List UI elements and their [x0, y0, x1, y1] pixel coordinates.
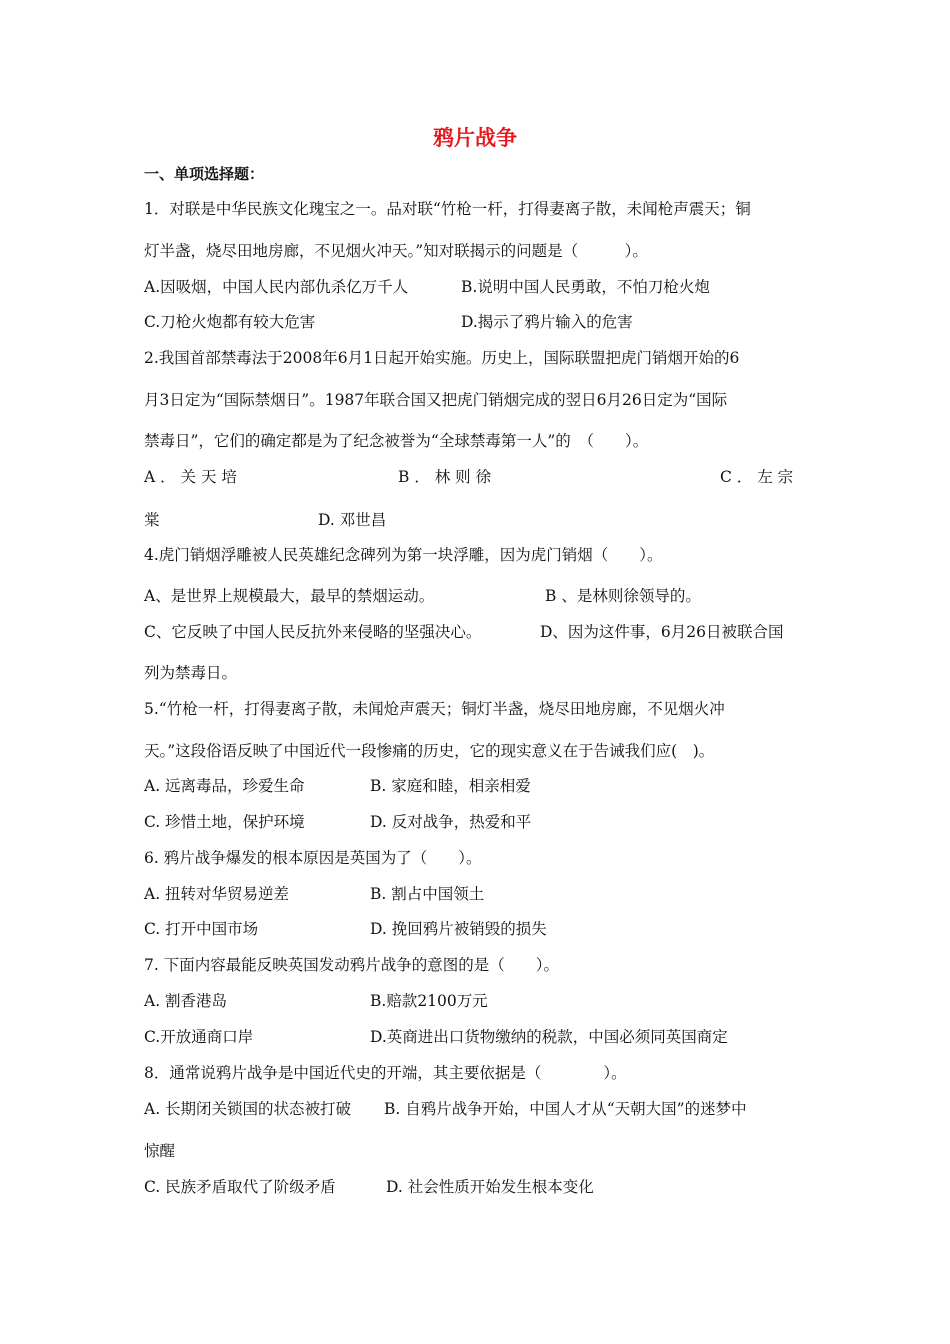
q5-option-d: D. 反对战争，热爱和平: [370, 813, 532, 831]
q1-option-b: B.说明中国人民勇敢，不怕刀枪火炮: [461, 278, 710, 296]
q5-option-b: B. 家庭和睦，相亲相爱: [370, 777, 531, 795]
q1-option-d: D.揭示了鸦片输入的危害: [461, 313, 633, 331]
section-heading: 一、单项选择题：: [144, 165, 265, 183]
q6-option-b: B. 割占中国领土: [370, 885, 485, 903]
q2-stem-line2: 月3日定为“国际禁烟日”。1987年联合国又把虎门销烟完成的翌日6月26日定为“国际: [144, 391, 728, 409]
q7-option-c: C.开放通商口岸: [144, 1028, 254, 1046]
q1-option-a: A.因吸烟，中国人民内部仇杀亿万千人: [144, 278, 409, 296]
q2-option-b: B ． 林 则 徐: [398, 468, 492, 486]
q2-stem-line1: 2.我国首部禁毒法于2008年6月1日起开始实施。历史上，国际联盟把虎门销烟开始的6: [144, 349, 740, 367]
document-title: 鸦片战争: [433, 126, 517, 150]
q7-option-a: A. 割香港岛: [144, 992, 228, 1010]
q2-stem-line3: 禁毒日”，它们的确定都是为了纪念被誉为“全球禁毒第一人”的 （ ）。: [144, 432, 649, 450]
q6-option-c: C. 打开中国市场: [144, 920, 259, 938]
q4-option-d: D、因为这件事，6月26日被联合国: [540, 623, 784, 641]
q2-option-c-cont: 棠: [144, 511, 160, 529]
q4-option-d-cont: 列为禁毒日。: [144, 664, 238, 682]
q1-stem-line1: 1．对联是中华民族文化瑰宝之一。品对联“竹枪一杆，打得妻离子散，未闻枪声震天；铜: [144, 200, 751, 218]
q6-option-d: D. 挽回鸦片被销毁的损失: [370, 920, 547, 938]
q1-stem-line2: 灯半盏，烧尽田地房廊，不见烟火冲天。”知对联揭示的问题是（ ）。: [144, 242, 648, 260]
q2-option-d: D. 邓世昌: [318, 511, 387, 529]
q4-stem: 4.虎门销烟浮雕被人民英雄纪念碑列为第一块浮雕，因为虎门销烟（ ）。: [144, 546, 663, 564]
q8-stem: 8．通常说鸦片战争是中国近代史的开端，其主要依据是（ ）。: [144, 1064, 627, 1082]
q4-option-a: A、是世界上规模最大，最早的禁烟运动。: [144, 587, 435, 605]
q4-option-c: C、它反映了中国人民反抗外来侵略的坚强决心。: [144, 623, 482, 641]
q8-option-d: D. 社会性质开始发生根本变化: [386, 1178, 594, 1196]
q2-option-a: A ． 关 天 培: [144, 468, 237, 486]
q2-option-c: C ． 左 宗: [720, 468, 794, 486]
q5-stem-line2: 天。”这段俗语反映了中国近代一段惨痛的历史，它的现实意义在于告诫我们应( )。: [144, 742, 715, 760]
q1-option-c: C.刀枪火炮都有较大危害: [144, 313, 316, 331]
q8-option-b-cont: 惊醒: [144, 1142, 176, 1160]
q8-option-c: C. 民族矛盾取代了阶级矛盾: [144, 1178, 336, 1196]
q8-option-a: A. 长期闭关锁国的状态被打破: [144, 1100, 352, 1118]
q5-stem-line1: 5.“竹枪一杆，打得妻离子散，未闻炝声震天；铜灯半盏，烧尽田地房廊，不见烟火冲: [144, 700, 725, 718]
q8-option-b: B. 自鸦片战争开始，中国人才从“天朝大国”的迷梦中: [384, 1100, 747, 1118]
q6-option-a: A. 扭转对华贸易逆差: [144, 885, 290, 903]
q7-stem: 7. 下面内容最能反映英国发动鸦片战争的意图的是（ ）。: [144, 956, 559, 974]
q4-option-b: B 、是林则徐领导的。: [545, 587, 701, 605]
q5-option-a: A. 远离毒品，珍爱生命: [144, 777, 305, 795]
q5-option-c: C. 珍惜土地，保护环境: [144, 813, 305, 831]
q7-option-d: D.英商进出口货物缴纳的税款，中国必须同英国商定: [370, 1028, 728, 1046]
q6-stem: 6. 鸦片战争爆发的根本原因是英国为了（ ）。: [144, 849, 482, 867]
q7-option-b: B.赔款2100万元: [370, 992, 488, 1010]
